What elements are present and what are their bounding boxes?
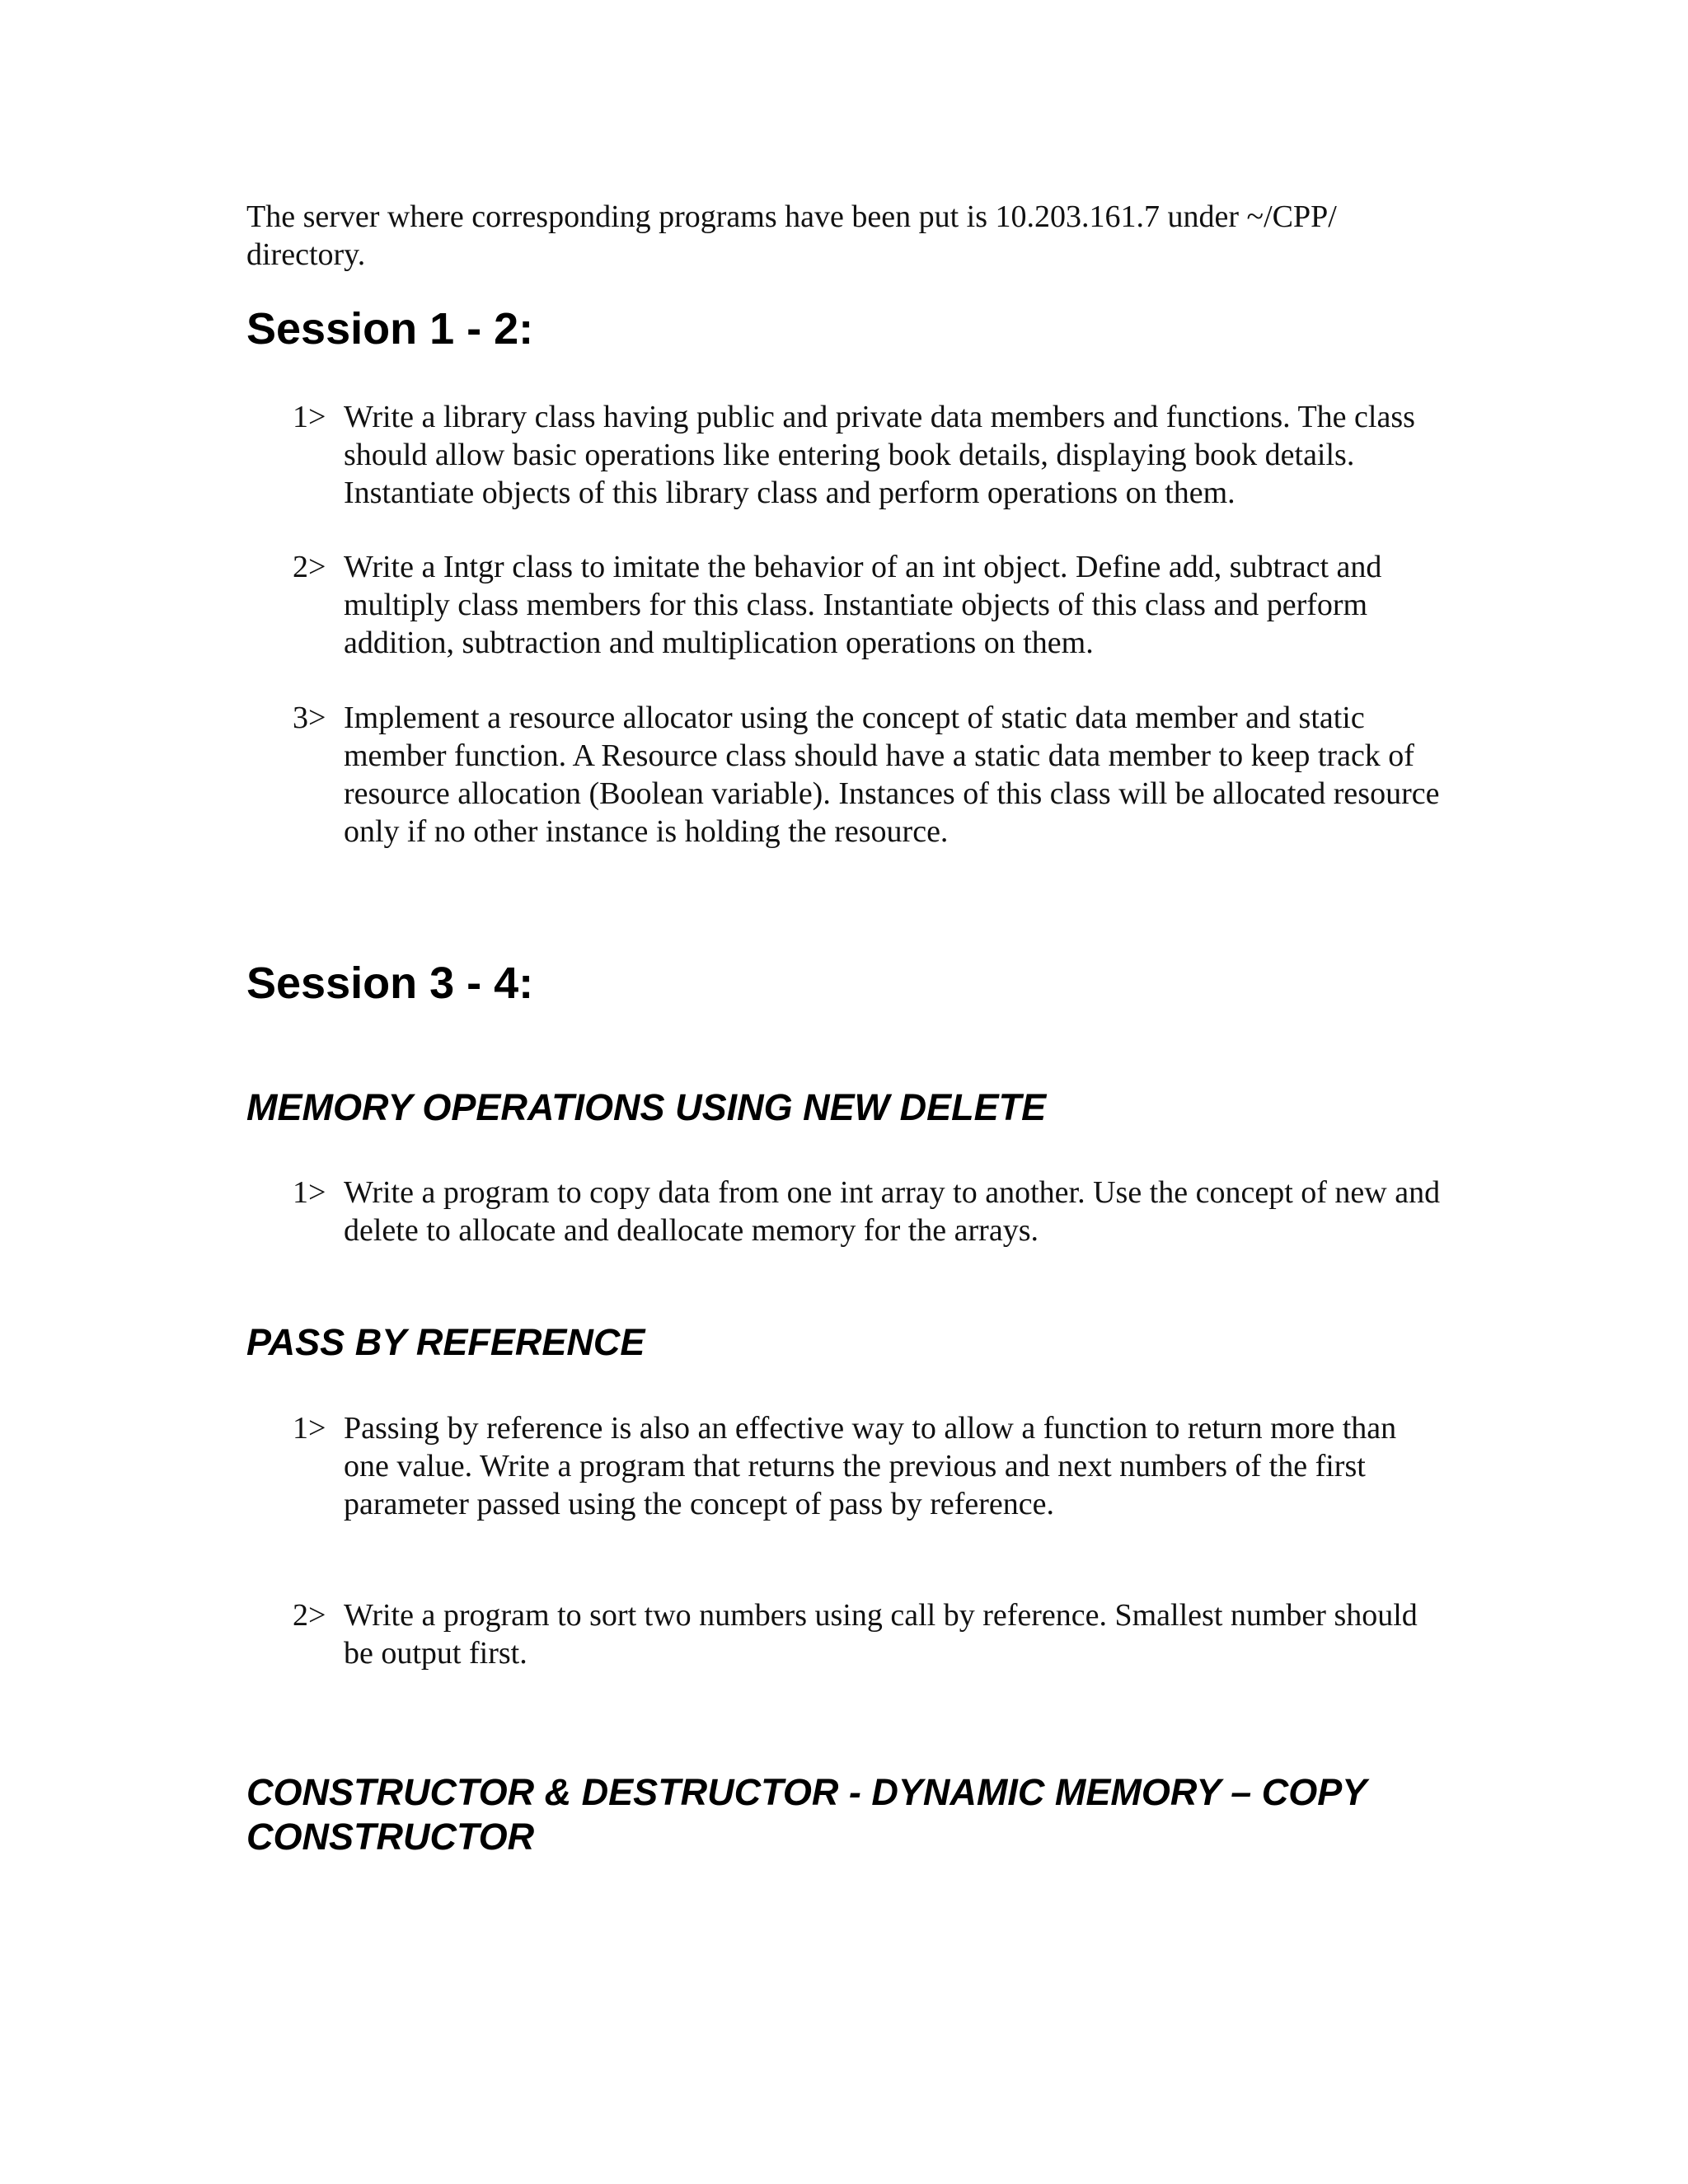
list-item-text: Write a library class having public and private data members and functions. The class should allow basic operations like entering book details, displaying book details. Instantiate objects of this library class and perform operations on them. — [344, 400, 1415, 510]
list-item — [293, 1596, 1447, 1672]
list-item — [293, 699, 1447, 851]
memory-operations-heading: MEMORY OPERATIONS USING NEW DELETE — [246, 1086, 1047, 1128]
list-item-number: 1> — [293, 400, 326, 434]
list-item — [293, 548, 1447, 662]
list-item — [293, 1174, 1447, 1249]
list-item-number: 2> — [293, 550, 326, 584]
list-item-number: 1> — [293, 1175, 326, 1210]
list-item-number: 3> — [293, 701, 326, 735]
list-item-text: Implement a resource allocator using the concept of static data member and static member function. A Resource class should have a static data member to keep track of resource allocation (Boolean variable). Instances of this class will be allocated resource only if no other instance is holding the resource. — [344, 701, 1440, 849]
list-item-text: Passing by reference is also an effective way to allow a function to return more than one value. Write a program that returns the previous and next numbers of the first parameter passed using the concept of pass by reference. — [344, 1411, 1397, 1521]
list-item-text: Write a program to sort two numbers using call by reference. Smallest number should be output first. — [344, 1598, 1418, 1671]
constructor-destructor-heading: CONSTRUCTOR & DESTRUCTOR - DYNAMIC MEMORY – COPY CONSTRUCTOR — [246, 1771, 1367, 1858]
list-item-number: 2> — [293, 1598, 326, 1633]
session-1-heading: Session 1 - 2: — [246, 304, 534, 354]
session-2-heading: Session 3 - 4: — [246, 958, 534, 1008]
list-item — [293, 398, 1447, 512]
list-item — [293, 1409, 1447, 1523]
list-item-text: Write a program to copy data from one int array to another. Use the concept of new and delete to allocate and deallocate memory for the arrays. — [344, 1175, 1441, 1248]
list-item-text: Write a Intgr class to imitate the behavior of an int object. Define add, subtract and multiply class members for this class. Instantiate objects of this class and perform addition, subtraction and multiplication operations on them. — [344, 550, 1382, 660]
list-item-number: 1> — [293, 1411, 326, 1446]
intro-paragraph: The server where corresponding programs have been put is 10.203.161.7 under ~/CPP/ directory. — [246, 199, 1337, 272]
pass-by-reference-heading: PASS BY REFERENCE — [246, 1321, 645, 1363]
